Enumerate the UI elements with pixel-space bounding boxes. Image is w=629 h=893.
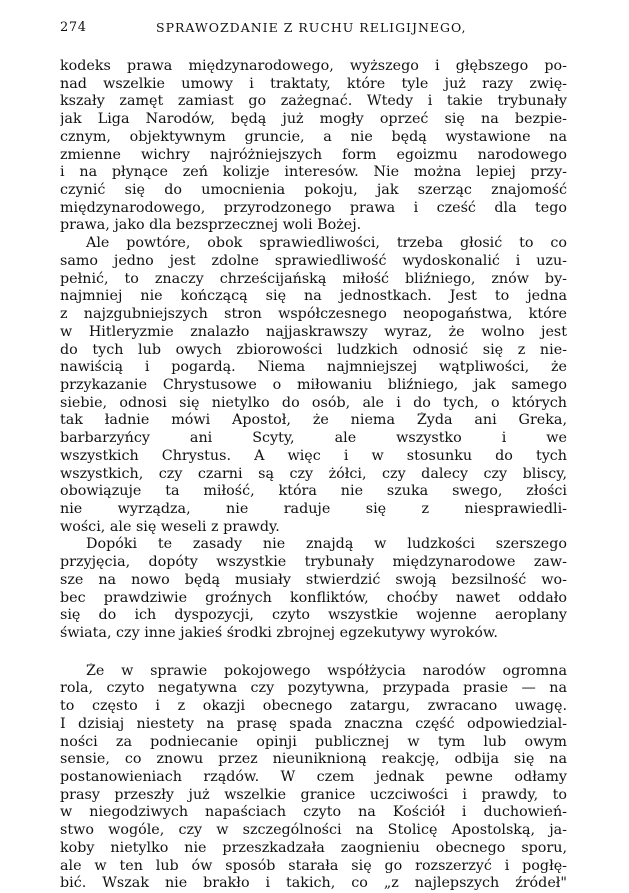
text-line: nie wyrządza, nie raduje się z niesprawiedli- (60, 500, 567, 517)
text-line: pełnić, to znaczy chrześcijańską miłość bliźniego, znów by- (60, 270, 567, 287)
text-line: międzynarodowego, przyrodzonego prawa i cześć dla tego (60, 199, 567, 216)
text-line: to często i z okazji obecnego zatargu, zwracano uwagę. (60, 698, 567, 715)
text-line: w niegodziwych napaściach czyto na Kościół i duchowień- (60, 804, 567, 821)
text-line: I dzisiaj niestety na prasę spada znaczna część odpowiedzial- (60, 715, 567, 732)
text-line: sze na nowo będą musiały stwierdzić swoją bezsilność wo- (60, 571, 567, 588)
text-line: samo jedno jest zdolne sprawiedliwość wydoskonalić i uzu- (60, 252, 567, 269)
text-line: ności za podniecanie opinji publicznej w tym lub owym (60, 733, 567, 750)
text-line: prasy przeszły już wszelkie granice uczciwości i prawdy, to (60, 786, 567, 803)
text-line: świata, czy inne jakieś środki zbrojnej egzekutywy wyroków. (60, 625, 498, 641)
text-line: tak ładnie mówi Apostoł, że niema Żyda ani Greka, (60, 412, 567, 429)
text-line: Ale powtóre, obok sprawiedliwości, trzeba głosić to co (86, 235, 567, 252)
text-line: stwo wogóle, czy w szczególności na Stolicę Apostolską, ja- (60, 822, 567, 839)
document-page (60, 18, 567, 893)
paragraph-1 (60, 58, 567, 235)
text-line: się do ich dyspozycji, czyto wszystkie wojenne aeroplany (60, 607, 567, 624)
text-line: nad wszelkie umowy i traktaty, które tyle już razy zwię- (60, 75, 567, 92)
text-line: przyjęcia, dopóty wszystkie trybunały międzynarodowe zaw- (60, 554, 567, 571)
text-line: Dopóki te zasady nie znajdą w ludzkości szerszego (86, 536, 567, 553)
body-text (60, 58, 567, 893)
text-line: cznym, objektywnym gruncie, a nie będą wystawione na (60, 128, 567, 145)
text-line: prawa, jako dla bezsprzecznej woli Bożej. (60, 217, 362, 234)
text-line: kszały zamęt zamiast go zażegnać. Wtedy i takie trybunały (60, 93, 567, 110)
running-head: SPRAWOZDANIE Z RUCHU RELIGIJNEGO, (156, 20, 467, 35)
text-line: barbarzyńcy ani Scyty, ale wszystko i we (60, 430, 567, 447)
text-line: bić. Wszak nie brakło i takich, co „z najlepszych źródeł" (60, 875, 567, 892)
page-number: 274 (60, 20, 87, 35)
paragraph-4 (60, 663, 567, 893)
text-line: koby nietylko nie przeszkadzała zaognieniu obecnego sporu, (60, 839, 567, 856)
text-line: siebie, odnosi się nietylko do osób, ale i do tych, o których (60, 394, 567, 411)
text-line: kodeks prawa międzynarodowego, wyższego i głębszego po- (60, 58, 567, 74)
text-line: zmienne wichry najróżniejszych form egoizmu narodowego (60, 146, 567, 163)
text-line: wszystkich, czy czarni są czy żółci, czy dalecy czy bliscy, (60, 465, 567, 482)
text-line: bec prawdziwie groźnych konfliktów, choćby nawet oddało (60, 589, 567, 606)
text-line: rola, czyto negatywna czy pozytywna, przypada prasie — na (60, 680, 567, 697)
text-line: ale w ten lub ów sposób starała się go rozszerzyć i pogłę- (60, 857, 567, 874)
text-line: przykazanie Chrystusowe o miłowaniu bliźniego, jak samego (60, 376, 567, 393)
text-line: Że w sprawie pokojowego współżycia narodów ogromna (86, 662, 567, 679)
text-line: wszystkich Chrystus. A więc i w stosunku do tych (60, 447, 567, 464)
text-line: i na płynące zeń kolizje interesów. Nie można lepiej przy- (60, 164, 567, 181)
section-gap (60, 643, 567, 663)
text-line: sensie, co znowu przez nieuniknioną reakcję, odbija się na (60, 751, 567, 768)
page-header (60, 18, 567, 38)
paragraph-2 (60, 235, 567, 536)
text-line: czynić się do umocnienia pokoju, jak szerząc znajomość (60, 182, 567, 199)
text-line: jak Liga Narodów, będą już mogły oprzeć się na bezpie- (60, 111, 567, 128)
text-line: najmniej nie kończącą się na jednostkach. Jest to jedna (60, 288, 567, 305)
text-line: nawiścią i pogardą. Niema najmniejszej wątpliwości, że (60, 359, 567, 376)
text-line: wości, ale się weseli z prawdy. (60, 518, 280, 535)
text-line: obowiązuje ta miłość, która nie szuka swego, złości (60, 483, 567, 500)
text-line: do tych lub owych zbiorowości ludzkich odnosić się z nie- (60, 341, 567, 358)
paragraph-3 (60, 536, 567, 642)
text-line: z najzgubniejszych stron współczesnego neopogaństwa, które (60, 306, 567, 323)
text-line: postanowieniach rządów. W czem jednak pewne odłamy (60, 769, 567, 786)
text-line: w Hitleryzmie znalazło najjaskrawszy wyraz, że wolno jest (60, 323, 567, 340)
